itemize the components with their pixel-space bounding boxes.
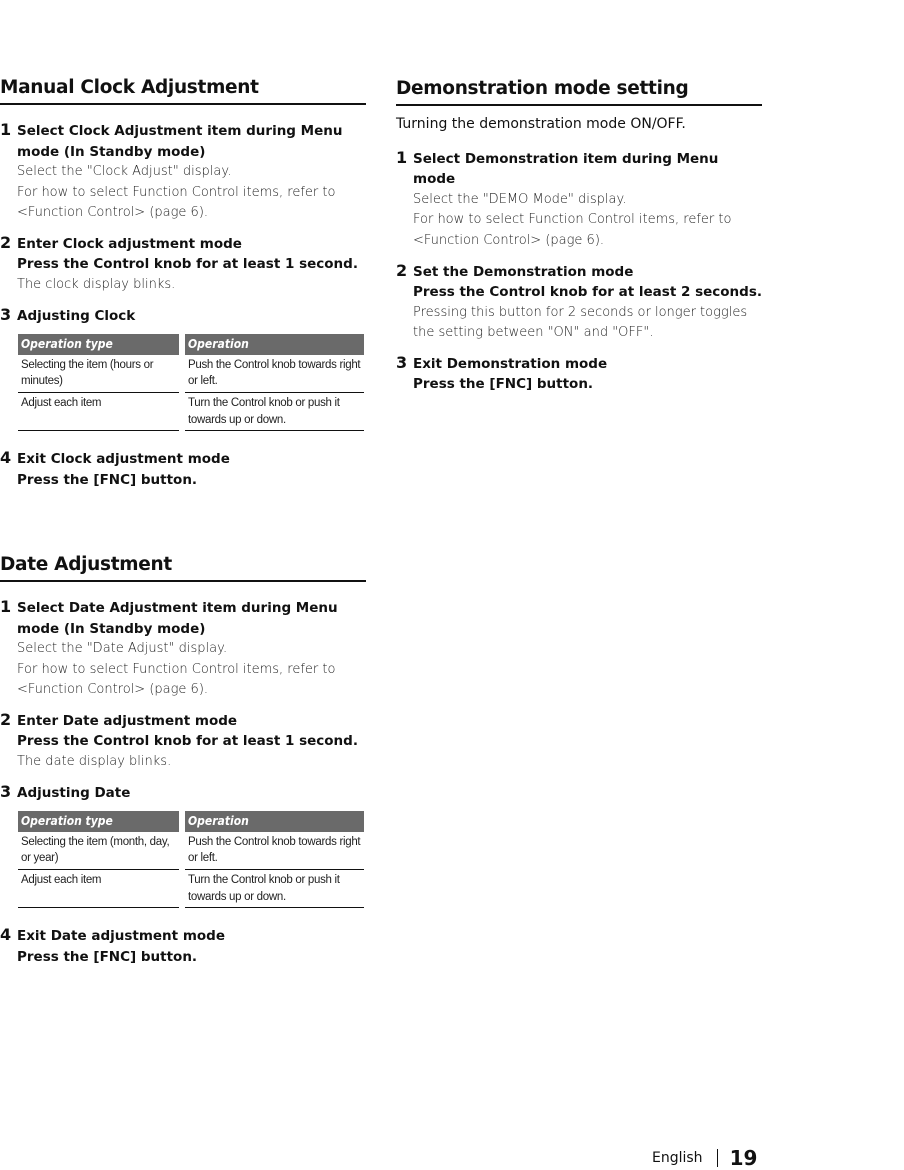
operation-table xyxy=(18,334,364,432)
table-row xyxy=(18,832,364,870)
table-cell: Selecting the item (month, day, or year) xyxy=(18,832,182,870)
step-number: 4 xyxy=(0,448,12,468)
step-number: 2 xyxy=(0,710,12,730)
section-title: Date Adjustment xyxy=(0,555,366,582)
step-number: 4 xyxy=(0,925,12,945)
step-instruction: Press the Control knob for at least 1 second. xyxy=(17,733,358,750)
intro-text: Turning the demonstration mode ON/OFF. xyxy=(396,116,686,133)
step-number: 1 xyxy=(0,120,12,140)
table-header: Operation xyxy=(182,334,364,355)
step-title: Set the Demonstration mode xyxy=(413,264,634,281)
table-header: Operation xyxy=(182,811,364,832)
step-instruction: Press the [FNC] button. xyxy=(413,376,594,393)
step-number: 1 xyxy=(0,597,12,617)
step-instruction: Press the Control knob for at least 2 seconds. xyxy=(413,284,762,301)
table-cell: Push the Control knob towards right or left. xyxy=(182,832,364,870)
step-title: Enter Date adjustment mode xyxy=(17,713,238,730)
table-row xyxy=(18,355,364,393)
step-1 xyxy=(396,149,762,252)
demo-mode-section xyxy=(396,79,762,395)
step-title: Select Demonstration item during Menu mode xyxy=(413,151,719,188)
step-title: Select Clock Adjustment item during Menu mode (In Standby mode) xyxy=(17,123,343,160)
operation-table xyxy=(18,811,364,909)
step-2 xyxy=(396,262,762,344)
step-3 xyxy=(0,306,366,326)
step-instruction: Press the [FNC] button. xyxy=(17,948,198,965)
table-cell: Push the Control knob towards right or left. xyxy=(182,355,364,393)
step-text: Select the "DEMO Mode" display. xyxy=(413,191,627,207)
step-title: Exit Clock adjustment mode xyxy=(17,451,230,468)
step-title: Select Date Adjustment item during Menu mode (In Standby mode) xyxy=(17,600,338,637)
table-cell: Adjust each item xyxy=(18,870,182,908)
step-text: Select the "Clock Adjust" display. xyxy=(17,163,232,179)
step-2 xyxy=(0,234,366,295)
section-title: Demonstration mode setting xyxy=(396,79,762,106)
step-1 xyxy=(0,121,366,224)
step-title: Enter Clock adjustment mode xyxy=(17,236,242,253)
page-footer xyxy=(652,1146,757,1170)
table-cell: Turn the Control knob or push it towards up or down. xyxy=(182,393,364,431)
footer-language: English xyxy=(652,1150,703,1166)
footer-divider xyxy=(717,1149,718,1167)
table-cell: Adjust each item xyxy=(18,393,182,431)
step-instruction: Press the [FNC] button. xyxy=(17,471,198,488)
table-cell: Turn the Control knob or push it towards up or down. xyxy=(182,870,364,908)
step-number: 3 xyxy=(396,353,408,373)
date-adjustment-section xyxy=(0,555,366,967)
step-3 xyxy=(0,783,366,803)
step-4 xyxy=(0,926,366,967)
step-instruction: Press the Control knob for at least 1 second. xyxy=(17,256,358,273)
step-title: Adjusting Date xyxy=(17,784,131,801)
table-row xyxy=(18,870,364,908)
step-number: 3 xyxy=(0,781,12,801)
table-cell: Selecting the item (hours or minutes) xyxy=(18,355,182,393)
step-number: 2 xyxy=(396,261,408,281)
step-1 xyxy=(0,598,366,701)
manual-clock-section xyxy=(0,78,366,490)
step-text: For how to select Function Control items, refer to <Function Control> (page 6). xyxy=(413,212,732,249)
step-4 xyxy=(0,449,366,490)
table-header: Operation type xyxy=(18,811,182,832)
step-text: Select the "Date Adjust" display. xyxy=(17,640,228,656)
step-2 xyxy=(0,711,366,772)
step-title: Exit Date adjustment mode xyxy=(17,928,225,945)
step-3 xyxy=(396,354,762,395)
table-header: Operation type xyxy=(18,334,182,355)
step-text: Pressing this button for 2 seconds or longer toggles the setting between "ON" and "OFF". xyxy=(413,304,748,341)
step-number: 3 xyxy=(0,304,12,324)
step-text: The date display blinks. xyxy=(17,753,172,769)
table-row xyxy=(18,393,364,431)
step-text: For how to select Function Control items, refer to <Function Control> (page 6). xyxy=(17,184,336,221)
step-text: For how to select Function Control items, refer to <Function Control> (page 6). xyxy=(17,661,336,698)
step-number: 2 xyxy=(0,233,12,253)
step-title: Exit Demonstration mode xyxy=(413,356,608,373)
step-title: Adjusting Clock xyxy=(17,307,136,324)
step-text: The clock display blinks. xyxy=(17,276,176,292)
section-title: Manual Clock Adjustment xyxy=(0,78,366,105)
step-number: 1 xyxy=(396,148,408,168)
page-number: 19 xyxy=(729,1146,758,1170)
